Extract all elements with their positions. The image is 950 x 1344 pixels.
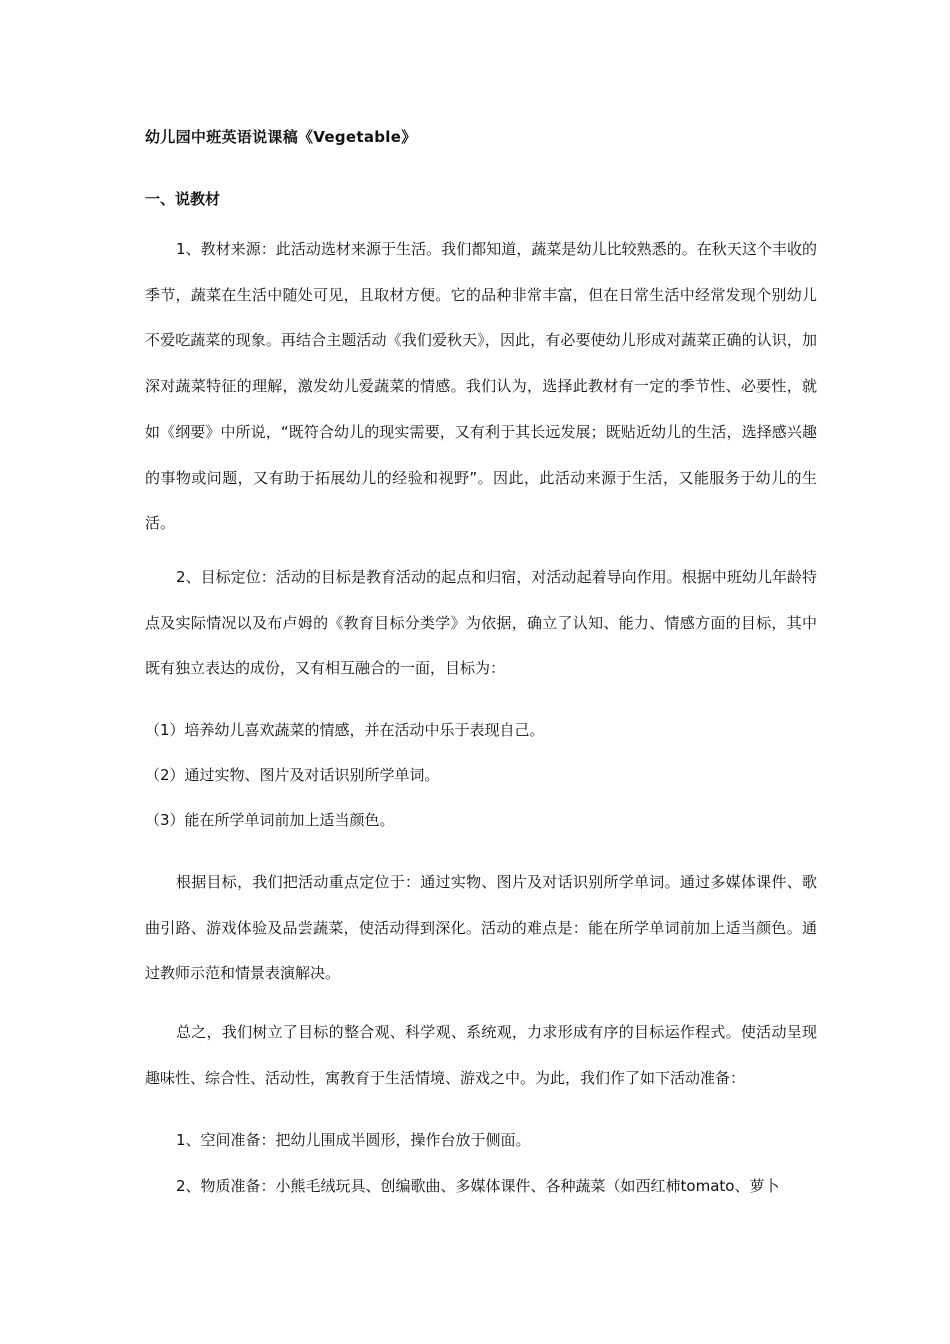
paragraph-goal-positioning: 2、目标定位：活动的目标是教育活动的起点和归宿，对活动起着导向作用。根据中班幼儿年龄特点及实际情况以及布卢姆的《教育目标分类学》为依据，确立了认知、能力、情感方面的目标，其中既有独立表达的成份，又有相互融合的一面，目标为： (145, 568, 817, 678)
goal-item-2: （2）通过实物、图片及对话识别所学单词。 (145, 766, 440, 784)
preparation-item-1: 1、空间准备：把幼儿围成半圆形，操作台放于侧面。 (176, 1131, 531, 1149)
document-title: 幼儿园中班英语说课稿《Vegetable》 (145, 128, 417, 146)
goal-item-1: （1）培养幼儿喜欢蔬菜的情感，并在活动中乐于表现自己。 (145, 721, 545, 739)
paragraph-summary: 总之，我们树立了目标的整合观、科学观、系统观，力求形成有序的目标运作程式。使活动呈现趣味性、综合性、活动性，寓教育于生活情境、游戏之中。为此，我们作了如下活动准备： (145, 1023, 817, 1087)
preparation-item-2: 2、物质准备：小熊毛绒玩具、创编歌曲、多媒体课件、各种蔬菜（如西红柿tomato、萝卜 (176, 1177, 780, 1195)
paragraph-key-points: 根据目标，我们把活动重点定位于：通过实物、图片及对话识别所学单词。通过多媒体课件、歌曲引路、游戏体验及品尝蔬菜，使活动得到深化。活动的难点是：能在所学单词前加上适当颜色。通过教师示范和情景表演解决。 (145, 873, 817, 983)
section-heading-textbook: 一、说教材 (145, 190, 221, 208)
goal-item-3: （3）能在所学单词前加上适当颜色。 (145, 811, 395, 829)
paragraph-material-source: 1、教材来源：此活动选材来源于生活。我们都知道，蔬菜是幼儿比较熟悉的。在秋天这个丰收的季节，蔬菜在生活中随处可见，且取材方便。它的品种非常丰富，但在日常生活中经常发现个别幼儿不爱吃蔬菜的现象。再结合主题活动《我们爱秋天》，因此，有必要使幼儿形成对蔬菜正确的认识，加深对蔬菜特征的理解，激发幼儿爱蔬菜的情感。我们认为，选择此教材有一定的季节性、必要性，就如《纲要》中所说，“既符合幼儿的现实需要，又有利于其长远发展；既贴近幼儿的生活，选择感兴趣的事物或问题，又有助于拓展幼儿的经验和视野”。因此，此活动来源于生活，又能服务于幼儿的生活。 (145, 240, 817, 533)
